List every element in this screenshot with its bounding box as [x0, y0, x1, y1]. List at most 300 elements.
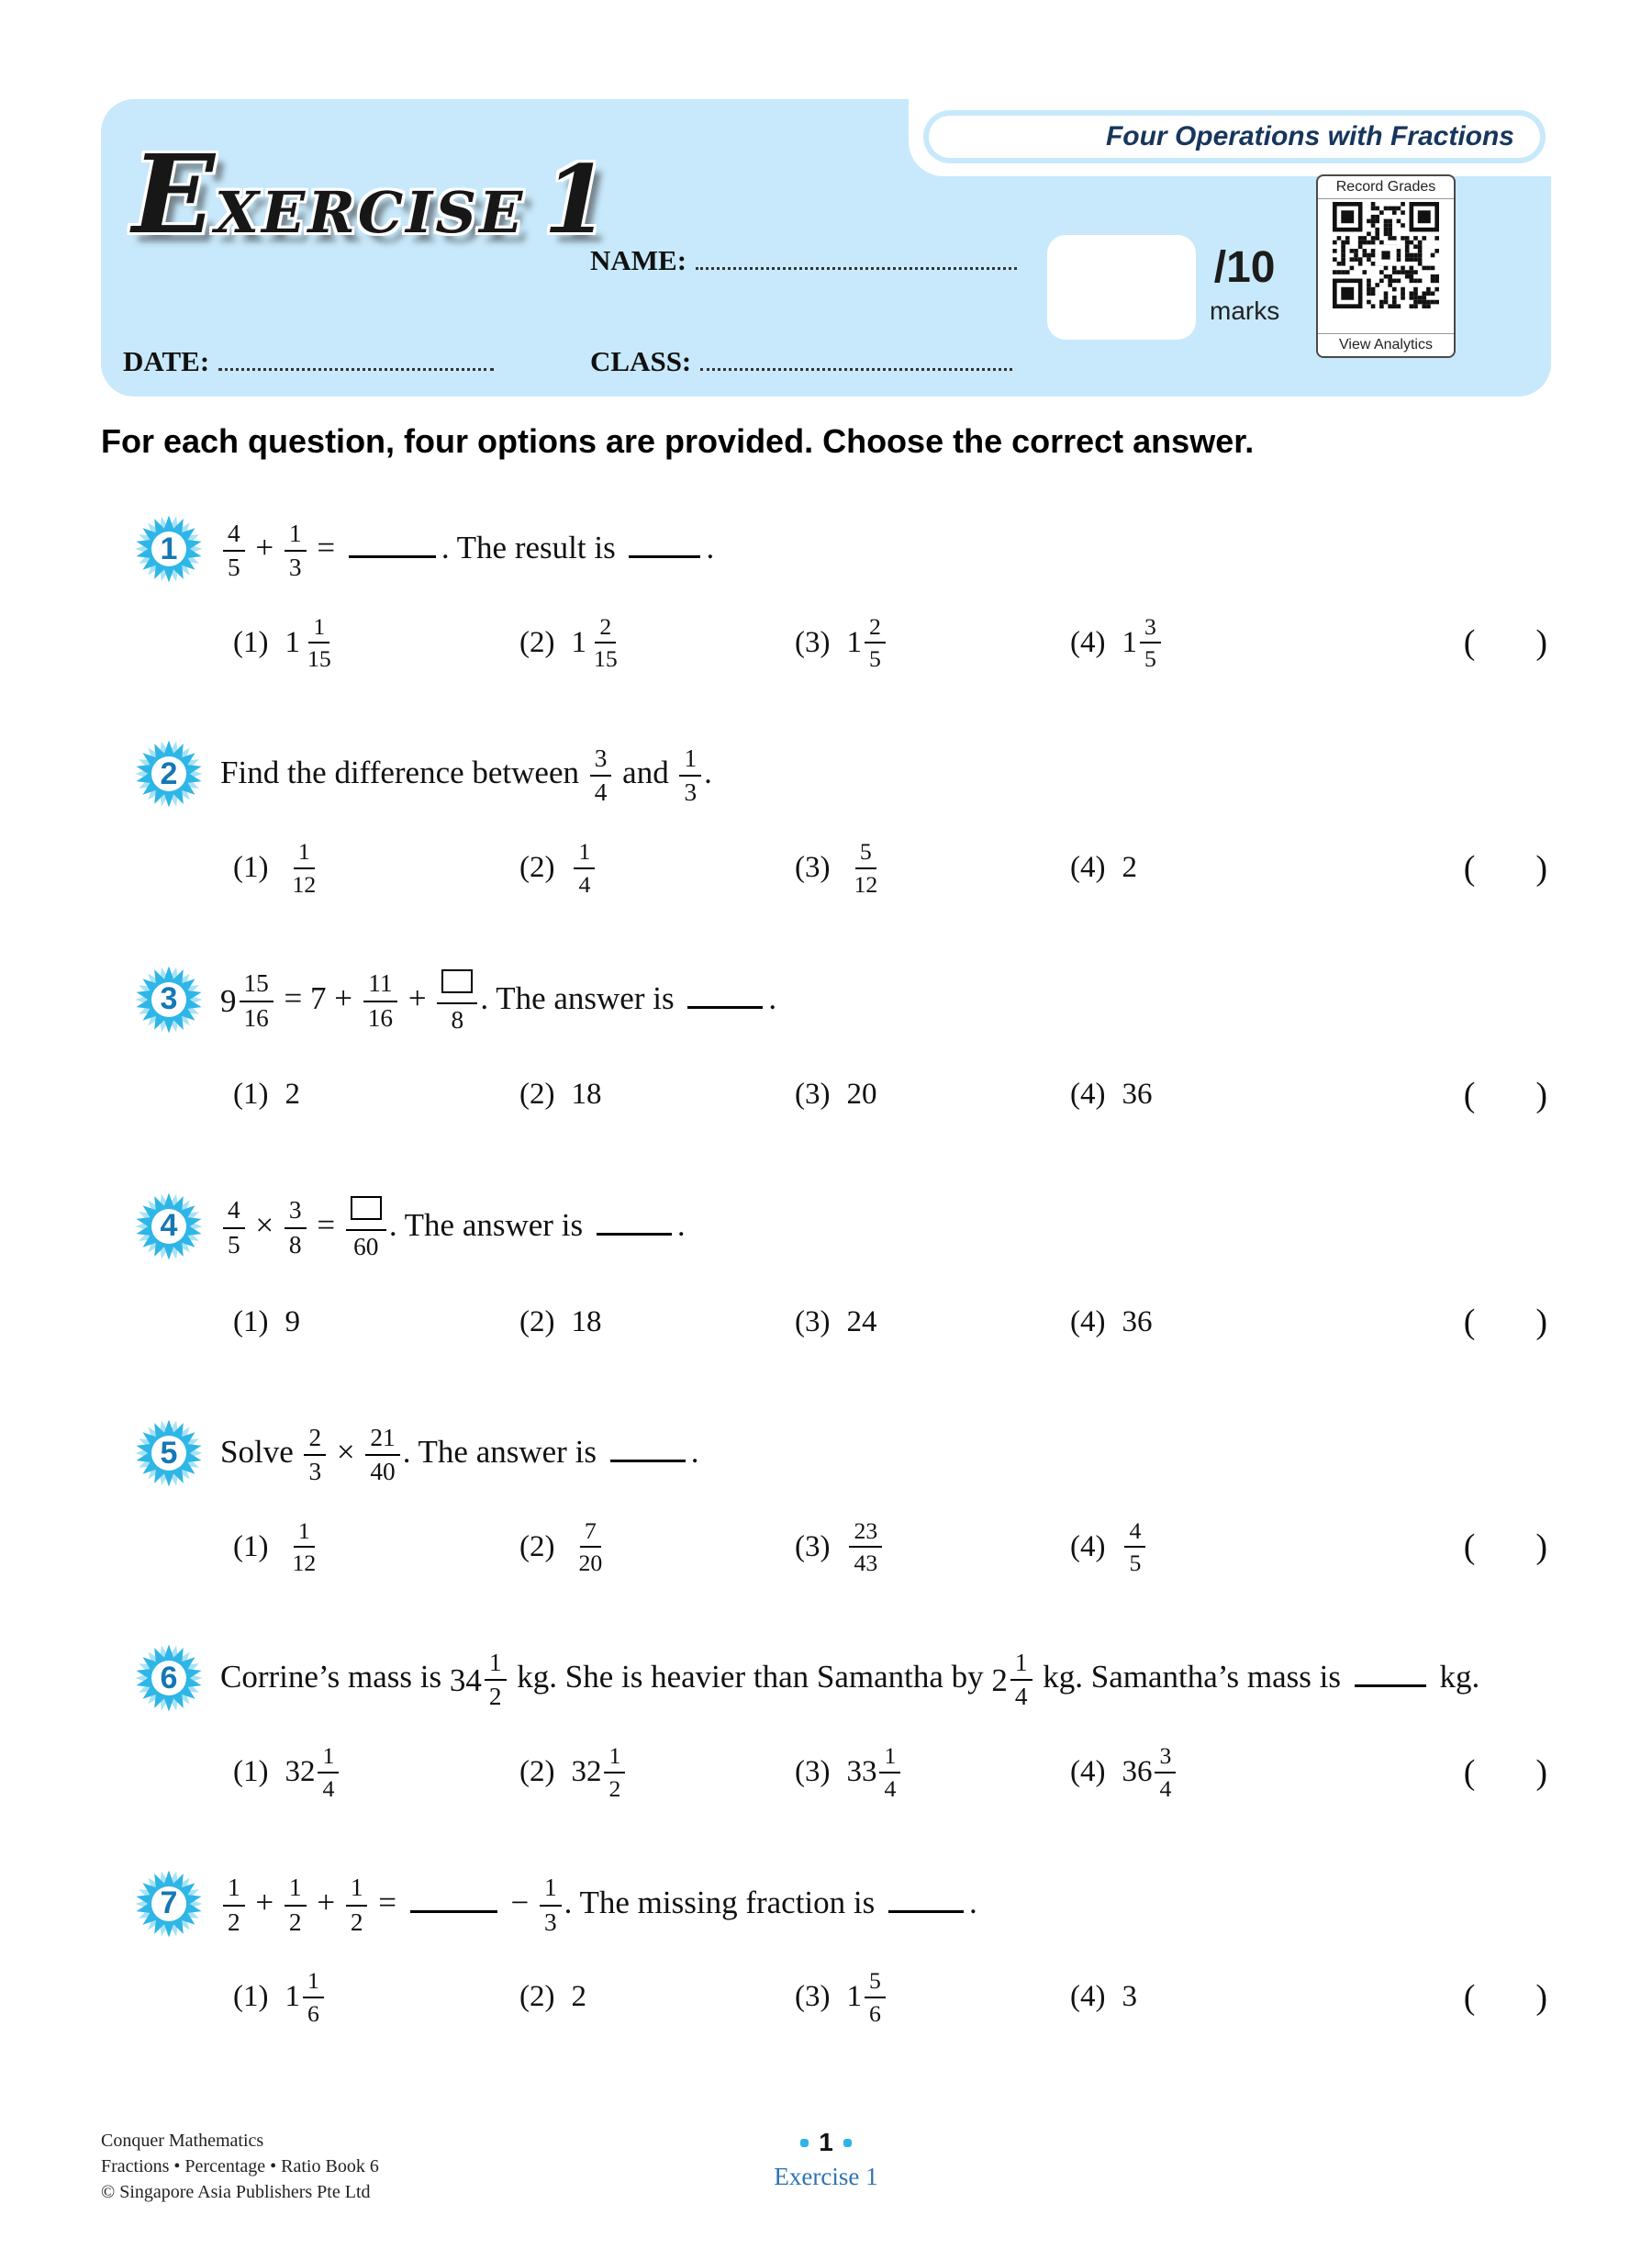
bracket-close: ) [1535, 1752, 1547, 1792]
bracket-open: ( [1463, 1752, 1476, 1792]
stem-text: − [502, 1884, 537, 1920]
question-content [204, 965, 1551, 1137]
stem-text: . The answer is [402, 1434, 605, 1471]
stem-text: + [400, 979, 435, 1016]
title-rest: XERCISE [214, 179, 526, 246]
mixed-number [991, 1650, 1034, 1710]
question-star-badge [134, 965, 204, 1035]
numerator: 1 [318, 1744, 339, 1773]
imprint-line: Fractions • Percentage • Ratio Book 6 [101, 2156, 379, 2176]
whole-number: 2 [991, 1661, 1008, 1698]
fraction [363, 971, 397, 1031]
options-row [220, 1053, 1551, 1137]
option-label: (4) [1070, 1980, 1106, 2014]
stem-text: kg. She is heavier than Samantha by [508, 1659, 992, 1695]
class-line [700, 346, 1012, 371]
bracket-close: ) [1535, 1075, 1547, 1114]
question-number: 4 [160, 1208, 178, 1244]
stem-text: = [370, 1884, 405, 1920]
question [101, 1418, 1551, 1589]
numerator: 2 [304, 1426, 326, 1456]
mixed-number [1122, 612, 1163, 673]
question-badge-column [101, 1643, 204, 1814]
mixed-number [571, 1741, 628, 1802]
denominator: 15 [307, 645, 331, 673]
bracket-open: ( [1463, 1527, 1476, 1567]
whole-number: 32 [285, 1755, 316, 1789]
option-value [285, 1516, 323, 1577]
option-2 [519, 1078, 795, 1112]
denominator: 4 [884, 1774, 897, 1802]
fraction [574, 1516, 607, 1577]
option-1 [233, 837, 519, 898]
question-badge-column [101, 1192, 204, 1364]
question [101, 514, 1551, 685]
option-label: (3) [795, 1755, 831, 1789]
option-2 [519, 1980, 795, 2014]
option-label: (3) [795, 1980, 831, 2014]
answer-blank [687, 1001, 763, 1009]
answer-bracket [1464, 1527, 1547, 1567]
question [101, 1192, 1551, 1364]
footer-page-block [0, 2128, 1652, 2191]
question-star-badge [134, 1192, 204, 1261]
option-1 [233, 1078, 519, 1112]
option-label: (4) [1070, 1078, 1106, 1112]
option-label: (2) [519, 1304, 555, 1338]
stem-text: = 7 + [275, 979, 361, 1016]
stem-text: = [308, 530, 343, 565]
numerator: 1 [303, 1969, 324, 1998]
question-stem [220, 1648, 1551, 1709]
fraction [590, 746, 612, 806]
stem-text: 20 [846, 1078, 877, 1112]
numerator [437, 969, 477, 1003]
option-label: (1) [233, 1078, 269, 1112]
option-value [285, 1078, 300, 1112]
answer-bracket [1464, 1752, 1547, 1793]
option-value [846, 1078, 876, 1112]
numerator: 1 [294, 1519, 315, 1549]
bracket-open: ( [1463, 1075, 1476, 1114]
question-badge-column [101, 514, 204, 685]
numerator: 1 [879, 1744, 900, 1773]
denominator: 4 [594, 778, 608, 807]
fraction [485, 1650, 507, 1710]
option-value [571, 1516, 609, 1577]
option-label: (3) [795, 625, 831, 659]
option-3 [795, 1741, 1070, 1802]
question-star-badge [134, 1869, 204, 1939]
option-label: (4) [1070, 625, 1106, 659]
fraction [604, 1741, 625, 1802]
bracket-open: ( [1463, 1977, 1476, 2017]
marks-label: marks [1210, 296, 1280, 325]
option-1 [233, 1305, 519, 1339]
whole-number: 9 [220, 983, 237, 1019]
denominator: 3 [543, 1908, 557, 1936]
marks-block [1210, 242, 1279, 326]
imprint-line: Conquer Mathematics [101, 2131, 264, 2151]
denominator: 40 [370, 1458, 396, 1486]
mixed-number [220, 971, 276, 1031]
option-label: (4) [1070, 851, 1106, 885]
answer-blank [1355, 1680, 1426, 1687]
fraction [1140, 612, 1161, 673]
option-value [846, 1969, 887, 2025]
whole-number: 1 [1122, 625, 1137, 659]
option-value [1122, 1980, 1137, 2014]
stem-text: 2 [285, 1078, 300, 1112]
option-label: (3) [795, 1078, 831, 1112]
denominator: 5 [228, 1230, 240, 1259]
mixed-number [450, 1650, 509, 1710]
whole-number: 36 [1122, 1755, 1153, 1789]
numerator: 3 [1155, 1744, 1176, 1773]
mixed-number [285, 1741, 341, 1802]
bracket-close: ) [1535, 1527, 1547, 1567]
question-badge-column [101, 965, 204, 1137]
option-1 [233, 612, 519, 673]
whole-number: 1 [285, 625, 300, 659]
name-field [590, 244, 1017, 277]
numerator: 23 [849, 1519, 882, 1549]
option-label: (3) [795, 1304, 831, 1338]
fraction [865, 612, 886, 673]
denominator: 2 [350, 1908, 363, 1936]
option-2 [519, 1516, 795, 1577]
stem-text: . The answer is [388, 1206, 591, 1243]
question-stem [220, 1874, 1551, 1935]
date-label: DATE: [123, 345, 210, 377]
mixed-number [846, 1969, 887, 2025]
fraction [223, 1198, 245, 1258]
question [101, 1643, 1551, 1814]
whole-number: 1 [285, 1980, 300, 2014]
option-value [571, 1305, 601, 1339]
numerator: 5 [855, 840, 876, 869]
bracket-close: ) [1535, 1303, 1547, 1342]
question-number: 5 [160, 1435, 178, 1471]
question-stem [220, 744, 1551, 805]
denominator: 5 [228, 553, 240, 581]
bracket-open: ( [1463, 848, 1476, 888]
stem-text: and [614, 755, 677, 791]
fraction [1124, 1516, 1145, 1577]
numerator: 3 [590, 746, 612, 777]
option-2 [519, 1741, 795, 1802]
denominator: 6 [307, 1999, 319, 2027]
denominator: 2 [288, 1908, 302, 1936]
option-label: (2) [519, 1529, 555, 1563]
header-notch [909, 99, 1551, 176]
stem-text: . The answer is [480, 979, 683, 1016]
denominator: 12 [854, 870, 878, 898]
denominator: 4 [578, 870, 591, 898]
stem-text: + [247, 530, 282, 565]
option-2 [519, 612, 795, 673]
numerator: 4 [1124, 1519, 1145, 1549]
stem-text: 2 [1122, 851, 1137, 885]
option-value [846, 612, 887, 673]
title-letter: E [132, 130, 215, 258]
option-value [1122, 1078, 1152, 1112]
option-value [1122, 612, 1163, 673]
qr-card [1316, 174, 1456, 358]
fraction [365, 1423, 399, 1486]
question-badge-column [101, 1869, 204, 2040]
mixed-number [285, 612, 338, 673]
denominator: 16 [367, 1003, 394, 1032]
options-row [220, 1505, 1551, 1589]
option-value [846, 1305, 876, 1339]
question-number: 2 [160, 755, 178, 791]
option-value [571, 1078, 601, 1112]
denominator: 60 [353, 1232, 379, 1260]
option-label: (1) [233, 851, 269, 885]
option-value [285, 837, 323, 898]
denominator: 3 [288, 553, 302, 581]
option-value [846, 1516, 885, 1577]
name-label: NAME: [590, 244, 687, 276]
whole-number: 34 [449, 1661, 482, 1698]
page-dot-icon [843, 2139, 852, 2147]
question [101, 739, 1551, 910]
denominator: 5 [1129, 1550, 1142, 1577]
denominator: 5 [1144, 645, 1156, 673]
numerator: 1 [285, 1875, 307, 1906]
options-row [220, 600, 1551, 685]
denominator: 16 [243, 1003, 269, 1032]
record-grades-label: Record Grades [1318, 176, 1454, 199]
option-label: (4) [1070, 1304, 1106, 1338]
stem-text: 2 [571, 1980, 586, 2014]
stem-text: + [308, 1884, 343, 1920]
fraction [304, 1423, 326, 1486]
numerator: 1 [1010, 1650, 1032, 1681]
fraction [849, 837, 882, 898]
answer-bracket [1464, 1302, 1547, 1342]
stem-text: 18 [571, 1078, 602, 1112]
question-number: 1 [160, 531, 178, 566]
questions-list [101, 514, 1551, 2094]
option-value [571, 1980, 586, 2014]
option-3 [795, 1969, 1070, 2025]
stem-text: kg. Samantha’s mass is [1034, 1659, 1349, 1695]
answer-blank [349, 551, 436, 558]
fraction [223, 1875, 245, 1935]
denominator: 3 [684, 778, 698, 807]
footer-exercise-label: Exercise 1 [774, 2163, 878, 2190]
option-label: (4) [1070, 1529, 1106, 1563]
option-3 [795, 1516, 1070, 1577]
date-line [218, 346, 494, 371]
whole-number: 1 [571, 625, 586, 659]
fraction [879, 1741, 900, 1802]
denominator: 12 [292, 870, 317, 898]
option-1 [233, 1516, 519, 1577]
bracket-close: ) [1535, 623, 1547, 663]
mixed-number [571, 612, 624, 673]
numerator: 7 [580, 1519, 601, 1549]
stem-text: . [690, 1434, 699, 1471]
numerator: 3 [285, 1198, 307, 1228]
page-dot-icon [800, 2139, 809, 2147]
option-label: (2) [519, 1755, 555, 1789]
stem-text: . The result is [441, 530, 624, 565]
denominator: 8 [451, 1005, 464, 1034]
class-label: CLASS: [590, 345, 692, 377]
numerator: 2 [595, 615, 616, 644]
option-2 [519, 1305, 795, 1339]
answer-blank [610, 1455, 686, 1462]
option-value [1122, 1305, 1152, 1339]
numerator: 21 [365, 1426, 399, 1456]
numerator: 11 [363, 971, 396, 1001]
whole-number: 1 [846, 1980, 862, 2014]
option-label: (2) [519, 1078, 555, 1112]
option-label: (2) [519, 851, 555, 885]
option-label: (1) [233, 1304, 269, 1338]
answer-blank [888, 1906, 964, 1913]
date-field [123, 345, 494, 378]
denominator: 3 [308, 1458, 322, 1486]
exercise-title [132, 130, 608, 258]
denominator: 2 [228, 1908, 240, 1936]
question-content [204, 1192, 1551, 1364]
page-number: 1 [819, 2128, 833, 2156]
chapter-strip [923, 110, 1546, 163]
question-number: 3 [160, 981, 178, 1017]
options-row [220, 826, 1551, 911]
denominator: 4 [1159, 1774, 1172, 1802]
option-value [846, 837, 885, 898]
stem-text: + [247, 1884, 282, 1920]
numerator [346, 1196, 386, 1230]
fraction [540, 1875, 562, 1935]
question-badge-column [101, 739, 204, 910]
marks-value: /10 [1213, 243, 1276, 292]
options-row [220, 1955, 1551, 2040]
option-value [285, 1969, 326, 2025]
denominator: 2 [608, 1774, 621, 1802]
stem-text: Corrine’s mass is [220, 1659, 450, 1695]
option-value [571, 837, 597, 898]
class-field [590, 345, 1012, 378]
numerator: 4 [223, 521, 245, 552]
numerator: 1 [285, 521, 307, 552]
fraction [285, 1875, 307, 1935]
denominator: 15 [593, 645, 618, 673]
chapter-tab-label: Four Operations with Fractions [1105, 121, 1514, 151]
stem-text: . [676, 1206, 686, 1243]
numerator: 15 [240, 971, 273, 1001]
question-content [204, 1869, 1551, 2040]
fraction [865, 1969, 886, 2025]
stem-text: . [768, 979, 777, 1016]
denominator: 12 [292, 1550, 317, 1577]
question-stem [220, 1423, 1551, 1484]
score-box [1047, 235, 1196, 340]
question-content [204, 1643, 1551, 1814]
denominator: 2 [488, 1683, 502, 1711]
stem-text: 3 [1122, 1980, 1137, 2014]
stem-text: 9 [285, 1304, 300, 1338]
fraction [1010, 1650, 1032, 1710]
question-star-badge [134, 514, 204, 584]
stem-text: . [706, 530, 715, 565]
whole-number: 32 [571, 1755, 602, 1789]
fraction [303, 612, 336, 673]
stem-text: 24 [846, 1304, 877, 1338]
answer-bracket [1464, 1075, 1547, 1115]
option-3 [795, 612, 1070, 673]
option-value [1122, 1516, 1148, 1577]
denominator: 43 [854, 1550, 878, 1577]
question-star-badge [134, 1643, 204, 1713]
options-row [220, 1730, 1551, 1815]
option-1 [233, 1741, 519, 1802]
question [101, 1869, 1551, 2040]
question-content [204, 514, 1551, 685]
question-number: 7 [160, 1885, 178, 1921]
option-3 [795, 837, 1070, 898]
qr-code-icon [1333, 202, 1439, 308]
stem-text: 36 [1122, 1078, 1153, 1112]
stem-text: Find the difference between [220, 755, 587, 791]
name-line [696, 245, 1017, 270]
fraction [679, 746, 701, 806]
question-stem [220, 969, 1551, 1033]
answer-bracket [1464, 1977, 1547, 2018]
numerator: 2 [865, 615, 886, 644]
box-fraction [437, 969, 477, 1033]
answer-blank [410, 1906, 497, 1913]
fraction [240, 971, 273, 1031]
numerator: 1 [223, 1875, 245, 1906]
question-content [204, 1418, 1551, 1589]
bracket-close: ) [1535, 1977, 1547, 2017]
whole-number: 1 [846, 625, 862, 659]
stem-text: × [247, 1206, 282, 1243]
option-label: (3) [795, 1529, 831, 1563]
fraction [1155, 1741, 1176, 1802]
numerator: 5 [865, 1969, 886, 1998]
option-3 [795, 1305, 1070, 1339]
whole-number: 33 [846, 1755, 877, 1789]
option-label: (1) [233, 1980, 269, 2014]
stem-text: . The missing fraction is [564, 1884, 883, 1920]
question-star-badge [134, 739, 204, 809]
option-value [285, 1741, 341, 1802]
option-value [285, 1305, 300, 1339]
denominator: 4 [1014, 1683, 1028, 1711]
fraction [346, 1875, 368, 1935]
fraction [287, 1516, 320, 1577]
question [101, 965, 1551, 1137]
denominator: 6 [868, 1999, 881, 2027]
view-analytics-label: View Analytics [1318, 333, 1454, 356]
denominator: 8 [288, 1230, 302, 1259]
numerator: 1 [540, 1875, 562, 1906]
option-1 [233, 1969, 519, 2025]
option-value [571, 1741, 628, 1802]
imprint-line: © Singapore Asia Publishers Pte Ltd [101, 2182, 371, 2202]
bracket-open: ( [1463, 623, 1476, 663]
stem-text: . [969, 1884, 977, 1920]
numerator: 1 [308, 615, 329, 644]
title-number: 1 [543, 145, 609, 255]
